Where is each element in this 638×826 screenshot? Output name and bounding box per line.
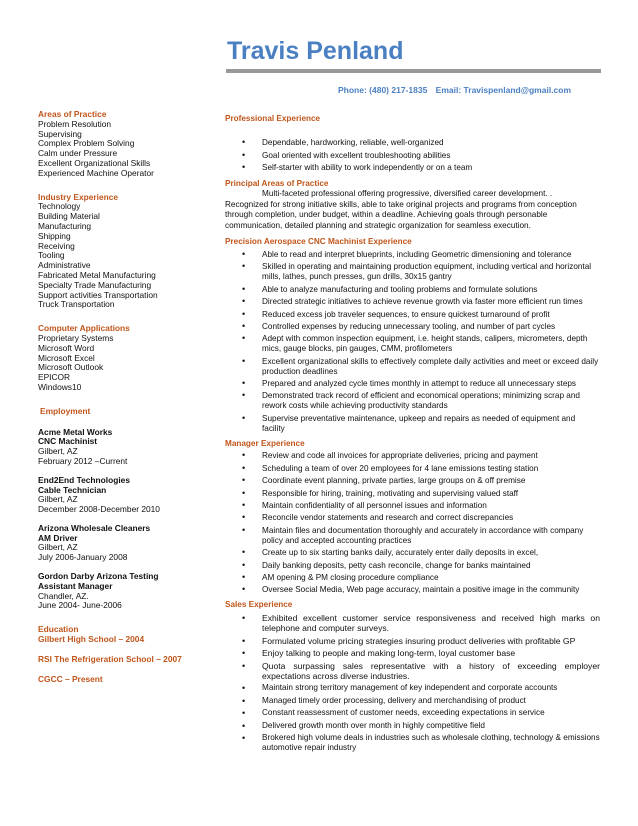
professional-section [225,114,600,173]
principal-section [225,179,600,231]
section-title: Areas of Practice [38,109,107,119]
list-item: • Responsible for hiring, training, motivating and supervising valued staff [225,489,600,499]
education-section [38,625,218,684]
education-school: Gilbert High School – 2004 [38,634,145,645]
job-entry [38,476,218,515]
list-item: Truck Transportation [38,299,115,310]
list-item: • Enjoy talking to people and making long-term, loyal customer base [225,648,600,658]
list-item: Fabricated Metal Manufacturing [38,269,156,280]
bullet-list [225,138,600,173]
job-entry [38,524,218,563]
list-item: • Reconcile vendor statements and research and correct discrepancies [225,513,600,523]
list-item: Specialty Trade Manufacturing [38,279,152,290]
list-item: • Formulated volume pricing strategies insuring product deliveries with profitable GP [225,636,600,646]
list-item: Administrative [38,260,91,271]
list-item: • Dependable, hardworking, reliable, well-organized [225,138,600,148]
list-item: • Maintain strong territory management of key independent and corporate accounts [225,683,600,693]
list-item: Calm under Pressure [38,148,118,159]
list-item: Building Material [38,211,100,222]
header-rule [226,69,601,73]
job-company: Acme Metal Works [38,426,113,437]
education-rsi: RSI The Refrigeration School – 2007 [38,653,182,664]
job-dates: July 2006-January 2008 [38,552,128,563]
list-item: Shipping [38,230,71,241]
list-item: • Exhibited excellent customer service responsiveness and received high marks on telephone and computer surveys. [225,613,600,633]
list-item: Manufacturing [38,220,92,231]
list-item: • AM opening & PM closing procedure compliance [225,573,600,583]
principal-paragraph [225,189,600,231]
job-entry [38,428,218,467]
list-item: • Goal oriented with excellent troubleshooting abilities [225,151,600,161]
list-item: Support activities Transportation [38,289,158,300]
list-item: Technology [38,201,81,212]
list-item: • Maintain confidentiality of all personnel issues and information [225,501,600,511]
list-item: • Create up to six starting banks daily, accurately enter daily deposits in excel, [225,548,600,558]
job-role: Cable Technician [38,484,107,495]
computer-section [38,324,218,393]
bullet-list [225,613,600,753]
job-company: End2End Technologies [38,474,130,485]
list-item: • Self-starter with ability to work independently or on a team [225,163,600,173]
job-location: Gilbert, AZ [38,446,78,457]
job-entry [38,572,218,611]
section-title: Precision Aerospace CNC Machinist Experience [225,237,412,247]
list-item: EPICOR [38,372,71,383]
list-item: Experienced Machine Operator [38,167,154,178]
list-item: • Review and code all invoices for appropriate deliveries, pricing and payment [225,451,600,461]
list-item: • Able to read and interpret blueprints, including Geometric dimensioning and tolerance [225,250,600,260]
section-title: Sales Experience [225,600,293,610]
list-item: • Skilled in operating and maintaining production equipment, including vertical and horizontal mills, lathes, punch presses, gun drills, 30x15 gantry [225,262,600,282]
precision-section [225,237,600,433]
list-item: Microsoft Outlook [38,362,104,373]
list-item: • Able to analyze manufacturing and tooling problems and formulate solutions [225,285,600,295]
list-item: Windows10 [38,381,82,392]
list-item: • Excellent organizational skills to effectively complete daily activities and meet or exceed daily production deadlines [225,357,600,377]
section-title: Education [38,624,79,635]
list-item: Proprietary Systems [38,332,114,343]
left-column [38,110,218,698]
principal-text-first: Multi-faceted professional offering progressive, diversified career development. . [262,189,553,199]
list-item: • Controlled expenses by reducing unnecessary tooling, and number of part cycles [225,322,600,332]
list-item: Problem Resolution [38,118,112,129]
phone: Phone: (480) 217-1835 [338,85,428,95]
job-dates: June 2004- June-2006 [38,600,122,611]
section-title: Manager Experience [225,438,305,448]
employment-section [38,407,218,612]
job-location: Gilbert, AZ [38,542,78,553]
resume-name: Travis Penland [227,37,404,65]
list-item: Microsoft Excel [38,352,95,363]
email: Email: Travispenland@gmail.com [435,85,572,95]
job-company: Gordon Darby Arizona Testing [38,571,159,582]
list-item: Excellent Organizational Skills [38,157,151,168]
job-location: Gilbert, AZ [38,494,78,505]
list-item: • Reduced excess job traveler sequences, to ensure quickest turnaround of profit [225,310,600,320]
section-title: Computer Applications [38,323,130,334]
list-item: • Maintain files and documentation thoroughly and accurately in accordance with company policy and accepted accounting practices [225,526,600,546]
list-item: Tooling [38,250,65,261]
bullet-list [225,451,600,595]
list-item: • Demonstrated track record of efficient and economical operations; minimizing scrap and rework costs while achieving productivity standards [225,391,600,411]
job-role: CNC Machinist [38,436,98,447]
list-item: Supervising [38,128,82,139]
list-item: • Prepared and analyzed cycle times monthly in attempt to reduce all unnecessary steps [225,379,600,389]
industry-section [38,193,218,311]
right-column [225,114,600,758]
job-dates: December 2008-December 2010 [38,504,160,515]
manager-section [225,439,600,596]
section-title: Employment [40,405,91,416]
list-item: • Directed strategic initiatives to achieve revenue growth via faster more efficient run times [225,297,600,307]
section-title: Industry Experience [38,191,119,202]
job-location: Chandler, AZ. [38,590,89,601]
list-item: • Delivered growth month over month in highly competitive field [225,721,600,731]
list-item: • Coordinate event planning, private parties, large groups on & off premise [225,476,600,486]
section-title: Principal Areas of Practice [225,179,329,189]
list-item: • Adept with common inspection equipment, i.e. height stands, calipers, micrometers, depth mics, gauge blocks, pin gauges, CMM, profilometers [225,334,600,354]
list-item: Receiving [38,240,75,251]
list-item: Complex Problem Solving [38,138,135,149]
section-title: Professional Experience [225,114,321,123]
list-item: • Daily banking deposits, petty cash reconcile, change for banks maintained [225,561,600,571]
list-item: • Oversee Social Media, Web page accuracy, maintain a positive image in the community [225,585,600,595]
job-company: Arizona Wholesale Cleaners [38,522,151,533]
list-item: • Quota surpassing sales representative with a history of exceeding employer expectations across diverse industries. [225,661,600,681]
list-item: • Managed timely order processing, delivery and merchandising of product [225,696,600,706]
bullet-list [225,250,600,434]
sales-section [225,600,600,753]
list-item: • Supervise preventative maintenance, upkeep and repairs as needed of equipment and facility [225,414,600,434]
education-cgcc: CGCC – Present [38,673,103,684]
job-role: AM Driver [38,532,78,543]
list-item: Microsoft Word [38,342,95,353]
list-item: • Constant reassessment of customer needs, exceeding expectations in service [225,708,600,718]
list-item: • Brokered high volume deals in industries such as wholesale clothing, technology & emissions automotive repair industry [225,733,600,753]
list-item: • Scheduling a team of over 20 employees for 4 lane emissions testing station [225,464,600,474]
areas-section [38,110,218,179]
job-dates: February 2012 –Current [38,455,128,466]
job-role: Assistant Manager [38,580,113,591]
contact-line [338,85,577,95]
principal-text-rest: Recognized for strong initiative skills, able to take original projects and programs from conception through completion, under budget, within a deadline. Achieving goals through personable communication, detailed planning and strategic organization for seamless execution. [225,199,577,230]
